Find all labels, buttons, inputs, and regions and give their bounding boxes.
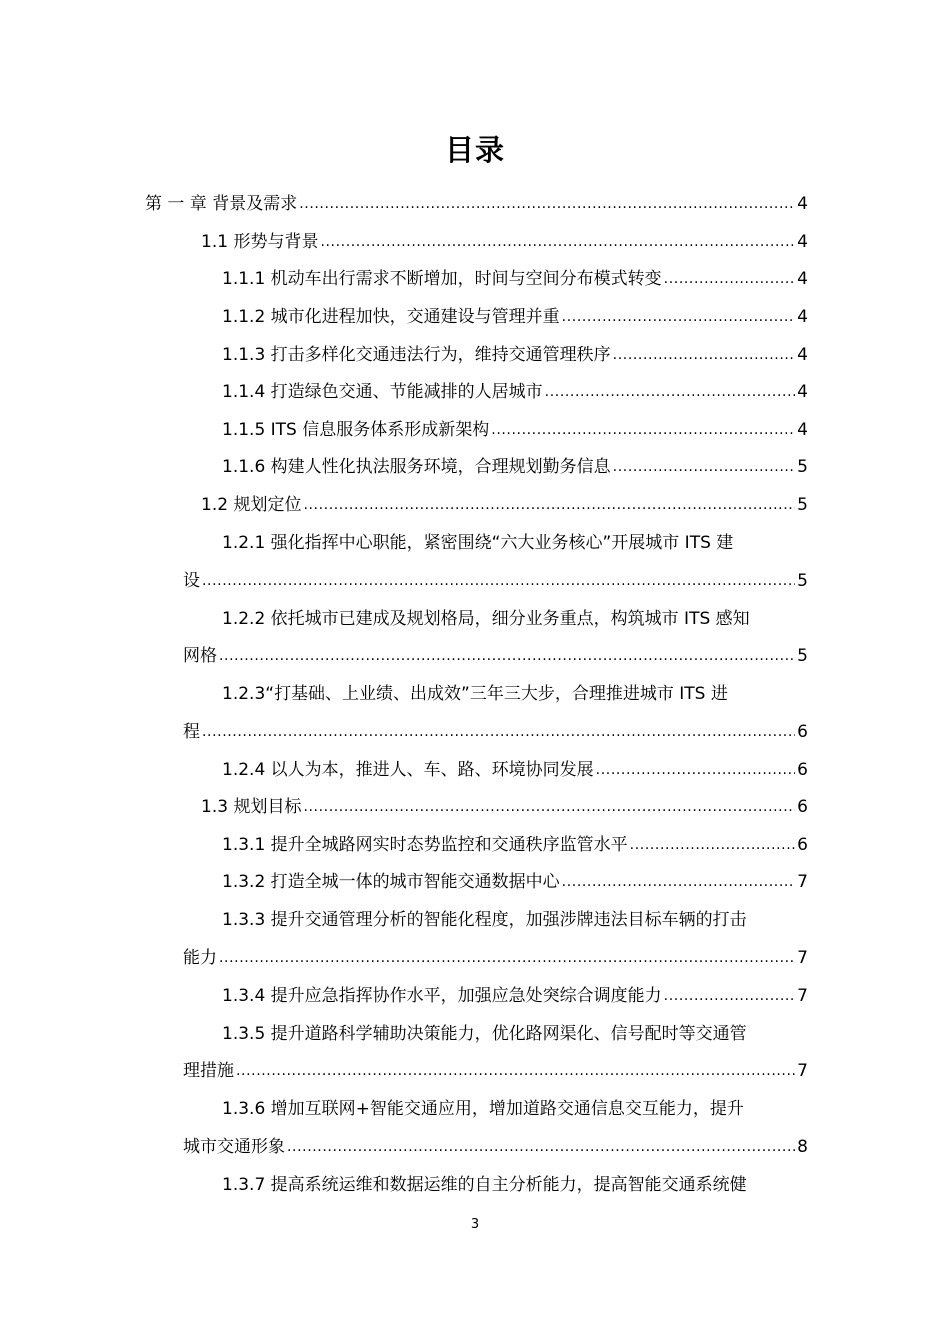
toc-entry-page: 7	[797, 872, 808, 892]
toc-entry-page: 7	[797, 986, 808, 1006]
toc-entry-text: 1.1 形势与背景	[201, 232, 319, 252]
page-title: 目录	[444, 133, 505, 167]
leader-dots	[202, 572, 795, 592]
toc-entry-text-cont: 理措施	[183, 1061, 234, 1081]
toc-entry-page: 5	[797, 495, 808, 515]
toc-entry-page: 8	[797, 1137, 808, 1157]
toc-entry-text: 1.3.6 增加互联网+智能交通应用，增加道路交通信息交互能力，提升	[222, 1099, 744, 1119]
toc-entry-text: 1.3.1 提升全城路网实时态势监控和交通秩序监管水平	[222, 835, 628, 855]
page-number: 3	[470, 1217, 480, 1232]
toc-entry-page: 6	[797, 835, 808, 855]
leader-dots	[562, 308, 796, 328]
toc-entry-1-3-5-first-line[interactable]	[222, 1019, 808, 1045]
toc-entry-1-2-3-first-line[interactable]	[222, 679, 808, 705]
toc-entry-text: 1.1.2 城市化进程加快，交通建设与管理并重	[222, 307, 560, 327]
leader-dots	[303, 496, 795, 516]
toc-entry-page: 5	[797, 571, 808, 591]
leader-dots	[630, 836, 796, 856]
toc-entry-1-3-7-first-line[interactable]	[222, 1170, 808, 1196]
toc-entry-text: 1.1.4 打造绿色交通、节能减排的人居城市	[222, 382, 543, 402]
leader-dots	[613, 346, 796, 366]
toc-entry-1-3-3-first-line[interactable]	[222, 905, 808, 931]
leader-dots	[545, 383, 796, 403]
toc-entry-1-3-4[interactable]	[222, 981, 808, 1007]
leader-dots	[664, 270, 796, 290]
leader-dots	[562, 873, 796, 893]
toc-entry-text: 1.2.3“打基础、上业绩、出成效”三年三大步，合理推进城市 ITS 进	[222, 684, 728, 704]
toc-entry-1-2-1-first-line[interactable]	[222, 528, 808, 554]
toc-entry-text: 1.1.5 ITS 信息服务体系形成新架构	[222, 420, 490, 440]
toc-entry-1-1-1[interactable]	[222, 264, 808, 290]
toc-entry-1-2-1-second-line[interactable]	[183, 566, 808, 592]
toc-entry-page: 5	[797, 457, 808, 477]
toc-entry-1-2-2-second-line[interactable]	[183, 641, 808, 667]
toc-entry-1-2-3-second-line[interactable]	[183, 717, 808, 743]
toc-entry-text: 1.2.4 以人为本，推进人、车、路、环境协同发展	[222, 760, 594, 780]
toc-entry-page: 4	[797, 194, 808, 214]
toc-entry-1-2[interactable]	[201, 490, 808, 516]
toc-entry-page: 4	[797, 382, 808, 402]
leader-dots	[299, 195, 795, 215]
leader-dots	[303, 798, 795, 818]
toc-entry-1-2-4[interactable]	[222, 755, 808, 781]
toc-entry-1-3-5-second-line[interactable]	[183, 1056, 808, 1082]
toc-entry-text: 1.2 规划定位	[201, 495, 302, 515]
toc-entry-page: 4	[797, 345, 808, 365]
toc-entry-text: 1.2.2 依托城市已建成及规划格局，细分业务重点，构筑城市 ITS 感知	[222, 609, 750, 629]
toc-entry-chapter-1[interactable]	[145, 189, 808, 215]
toc-entry-page: 6	[797, 797, 808, 817]
leader-dots	[664, 987, 796, 1007]
toc-entry-text: 1.3.3 提升交通管理分析的智能化程度，加强涉牌违法目标车辆的打击	[222, 910, 747, 930]
toc-entry-text: 1.3.2 打造全城一体的城市智能交通数据中心	[222, 872, 560, 892]
toc-entry-text: 1.1.6 构建人性化执法服务环境，合理规划勤务信息	[222, 457, 611, 477]
toc-entry-text: 1.3.7 提高系统运维和数据运维的自主分析能力，提高智能交通系统健	[222, 1175, 747, 1195]
toc-entry-page: 6	[797, 760, 808, 780]
leader-dots	[236, 1062, 795, 1082]
leader-dots	[491, 421, 795, 441]
toc-entry-1-3-6-first-line[interactable]	[222, 1094, 808, 1120]
toc-entry-1-1[interactable]	[201, 227, 808, 253]
toc-entry-page: 7	[797, 1061, 808, 1081]
toc-entry-text-cont: 网格	[183, 646, 217, 666]
leader-dots	[320, 233, 795, 253]
toc-entry-text-cont: 城市交通形象	[183, 1137, 285, 1157]
toc-entry-1-3-3-second-line[interactable]	[183, 943, 808, 969]
toc-entry-text: 1.3.5 提升道路科学辅助决策能力，优化路网渠化、信号配时等交通管	[222, 1024, 747, 1044]
leader-dots	[219, 647, 795, 667]
toc-entry-1-3-6-second-line[interactable]	[183, 1132, 808, 1158]
toc-entry-1-1-6[interactable]	[222, 452, 808, 478]
leader-dots	[287, 1138, 795, 1158]
toc-entry-page: 4	[797, 269, 808, 289]
toc-entry-text: 1.3.4 提升应急指挥协作水平，加强应急处突综合调度能力	[222, 986, 662, 1006]
toc-entry-text: 1.2.1 强化指挥中心职能，紧密围绕“六大业务核心”开展城市 ITS 建	[222, 533, 734, 553]
toc-entry-1-1-5[interactable]	[222, 415, 808, 441]
leader-dots	[596, 761, 796, 781]
toc-entry-text: 1.3 规划目标	[201, 797, 302, 817]
toc-entry-text-cont: 设	[183, 571, 200, 591]
leader-dots	[613, 458, 796, 478]
toc-entry-text-cont: 程	[183, 722, 200, 742]
toc-entry-1-1-3[interactable]	[222, 340, 808, 366]
toc-entry-1-3-2[interactable]	[222, 867, 808, 893]
toc-entry-1-1-2[interactable]	[222, 302, 808, 328]
toc-entry-page: 4	[797, 420, 808, 440]
toc-entry-page: 6	[797, 722, 808, 742]
toc-entry-text-cont: 能力	[183, 948, 217, 968]
leader-dots	[202, 723, 795, 743]
toc-entry-text: 1.1.3 打击多样化交通违法行为，维持交通管理秩序	[222, 345, 611, 365]
toc-entry-1-3[interactable]	[201, 792, 808, 818]
toc-entry-1-3-1[interactable]	[222, 830, 808, 856]
toc-entry-1-1-4[interactable]	[222, 377, 808, 403]
leader-dots	[219, 949, 795, 969]
toc-entry-page: 4	[797, 307, 808, 327]
toc-entry-page: 7	[797, 948, 808, 968]
toc-entry-text: 第 一 章 背景及需求	[145, 194, 298, 214]
toc-entry-text: 1.1.1 机动车出行需求不断增加，时间与空间分布模式转变	[222, 269, 662, 289]
toc-entry-1-2-2-first-line[interactable]	[222, 604, 808, 630]
toc-entry-page: 4	[797, 232, 808, 252]
toc-entry-page: 5	[797, 646, 808, 666]
